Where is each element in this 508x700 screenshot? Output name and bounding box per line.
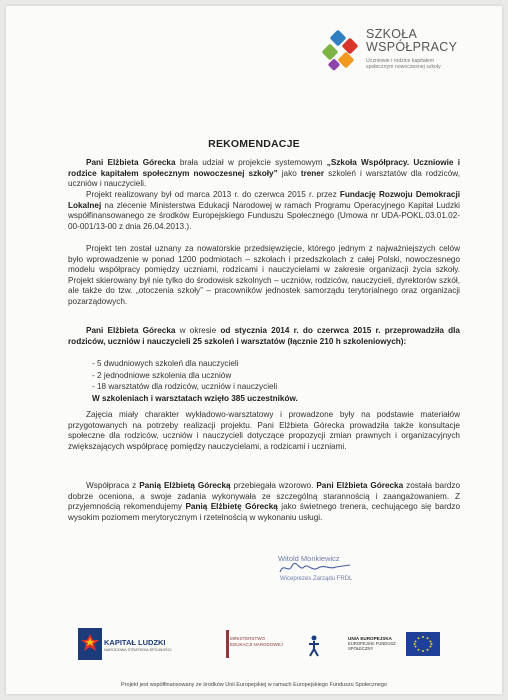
stamp-name: Witold Monkiewicz [278,554,340,563]
text: przebiegała wzorowo. [230,481,317,490]
participants-summary: W szkoleniach i warsztatach wzięło 385 uczestników. [92,393,298,403]
person-name: Panią Elżbietę Górecką [185,502,278,512]
ministerstwo-text: MINISTERSTWO EDUKACJI NARODOWEJ [230,636,283,647]
kapital-ludzki-logo [78,626,188,662]
logo-subtitle-line2: społecznym nowoczesnej szkoły [366,64,441,70]
text: jako [277,168,301,178]
training-list [92,358,452,404]
person-name: Pani Elżbieta Górecka [316,481,404,490]
eu-title: UNIA EUROPEJSKA [348,636,392,641]
szkola-wspolpracy-logo [318,28,498,84]
list-item: - 18 warsztatów dla rodziców, uczniów i nauczycieli [92,382,278,392]
paragraph-description: Projekt ten został uznany za nowatorskie przedsięwzięcie, którego jednym z najważniejszych celów było wprowadzenie w ponad 1200 podmiotach – szkołach i przedszkolach z całej Polski, nowoczesnego modelu współpracy pomiędzy uczniami, rodzicami i nauczycielami w zakresie organizacji życia szkoły. Projekt skierowany był nie tylko do środowisk szkolnych – uczniów, rodziców, nauczycieli, dyrektorów szkół, ale także do tzw. „otoczenia szkoły” – pracowników jednostek samorządu terytorialnego oraz organizacji pozarządowych. [68,244,460,306]
person-name: Pani Elżbieta Górecka [86,326,176,335]
logo-title-line2: WSPÓŁPRACY [366,40,458,54]
eu-flag-icon [406,632,440,656]
role: trener [300,168,325,178]
footer-note: Projekt jest współfinansowany ze środków Unii Europejskiej w ramach Europejskiego Funduszu Społecznego [121,682,387,688]
paragraph-classes: Zajęcia miały charakter wykładowo-warsztatowy i prowadzone były na podstawie materiałów przygotowanych na potrzeby realizacji projektu. Pani Elżbieta Górecka prowadziła także konsultacje społeczne dla rodziców, uczniów i nauczycieli dotyczące propozycji zmian prawnych i organizacyjnych zwiększających współpracę pomiędzy nauczycielami, a rodzicami i uczniami. [68,410,460,451]
paragraph-project [68,190,460,232]
logo-title [366,28,457,54]
list-item: - 2 jednodniowe szkolenia dla uczniów [92,370,232,380]
small-logo [298,626,336,662]
logo-title-line1: SZKOŁA [366,27,418,41]
text: w okresie [175,326,221,335]
organization-name: Fundację Rozwoju Demokracji Lokalnej [68,190,460,210]
recommendation-letter [6,6,502,694]
text: Współpraca z [86,481,140,490]
person-name: Panią Elżbietą Górecką [139,481,231,490]
eu-subtitle: EUROPEJSKI FUNDUSZ SPOŁECZNY [348,641,396,651]
logo-subtitle [366,58,476,70]
text: na zlecenie Ministerstwa Edukacji Narodowej w ramach Programu Operacyjnego Kapitał Ludzki współfinansowanego ze środków Europejskiego Funduszu Społecznego (Umowa nr UDA-POKL.03.01.02-00-001/13-00 z dnia 26.04.2013.). [68,200,460,231]
kapital-ludzki-icon [78,628,102,660]
signature-stamp [272,554,382,588]
kapital-ludzki-subtitle: NARODOWA STRATEGIA SPÓJNOŚCI [104,648,172,652]
paragraph-trainings [68,326,460,347]
text: szkoleń i warsztatów dla rodziców, uczniów i nauczycieli. [68,168,460,189]
paragraph-recommendation [68,481,460,523]
text: została bardzo dobrze oceniona, a swoje zadania wykonywała ze szczególną starannością i zaangażowaniem. Z przyjemnością rekomendujemy [68,481,461,512]
footer-logos [6,626,502,666]
text: brała udział w projekcie systemowym [175,158,327,167]
text: jako świetnego trenera, cechującego się bardzo wysokim poziomem merytorycznym i rzetelnością w wykonaniu usługi. [68,502,461,522]
figure-icon [304,634,324,658]
list-item: - 5 dwudniowych szkoleń dla nauczycieli [92,359,239,368]
stamp-role: Wiceprezes Zarządu FRDL [280,576,353,582]
training-period: od stycznia 2014 r. do czerwca 2015 r. przeprowadziła dla rodziców, uczniów i nauczycieli 25 szkoleń i warsztatów (łącznie 210 h szkoleniowych): [68,326,460,346]
person-name: Pani Elżbieta Górecka [86,158,176,167]
ministerstwo-logo [224,626,284,662]
logo-mark-icon [318,30,362,74]
kapital-ludzki-text: KAPITAŁ LUDZKI [104,638,166,647]
signature-icon [272,558,372,578]
paragraph-intro [68,158,460,190]
eu-logo [348,626,448,662]
document-title: REKOMENDACJE [208,138,300,150]
text: Projekt realizowany był od marca 2013 r. do czerwca 2015 r. przez [86,190,340,199]
logo-subtitle-line1: Uczniowie i rodzice kapitałem [366,58,435,64]
project-name: „Szkoła Współpracy. Uczniowie i rodzice kapitałem społecznym nowoczesnej szkoły” [68,158,460,178]
eu-text [348,636,402,651]
